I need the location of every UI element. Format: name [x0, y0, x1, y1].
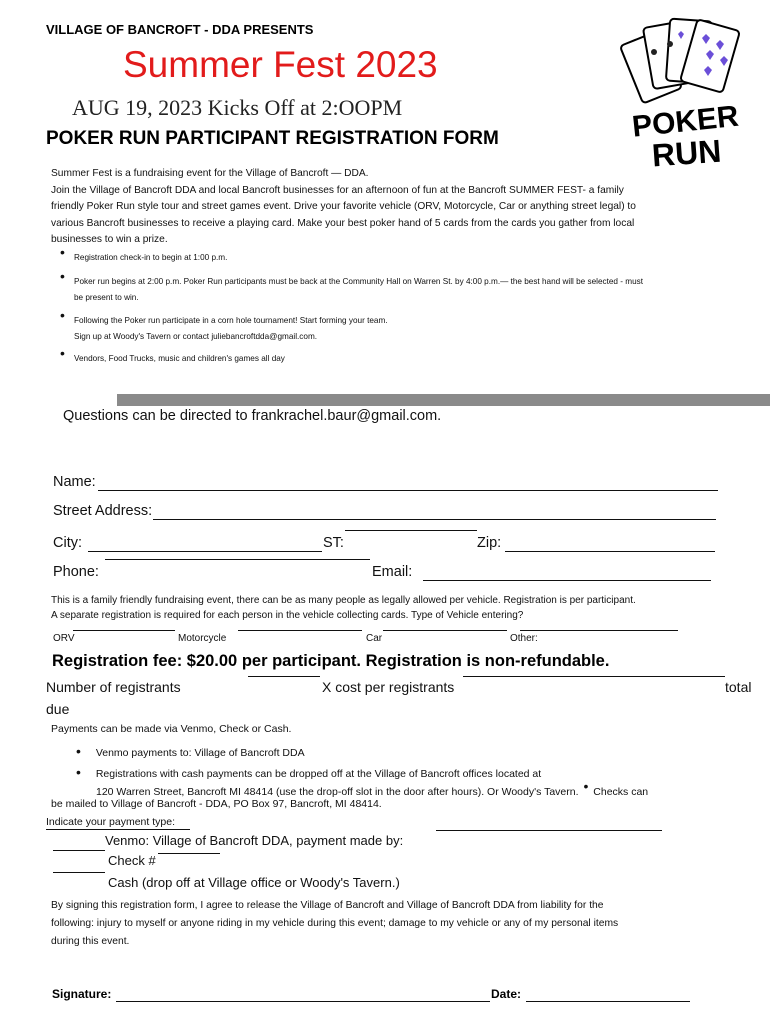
intro-line-4: various Bancroft businesses to receive a playing card. Make your best poker hand of 5 cards from the cards you gather from local: [51, 217, 635, 229]
cash-address: 120 Warren Street, Bancroft MI 48414 (use the drop-off slot in the door after hours). Or Woody's Tavern. • Checks can: [96, 778, 649, 798]
poker-run-logo: [618, 14, 748, 174]
bullet-vendors: • Vendors, Food Trucks, music and children's games all day: [60, 345, 285, 363]
bullet-dot-icon: •: [583, 778, 589, 794]
registrants-blank[interactable]: [248, 676, 320, 677]
number-registrants-label: Number of registrants: [46, 679, 181, 695]
bullet-dot-icon: •: [60, 345, 65, 361]
release-paragraph: By signing this registration form, I agree to release the Village of Bancroft and Village of Bancroft DDA from liability for the following: injury to myself or anyone riding in my vehicle during this event; damage to my vehicle or any of my personal items during this event.: [51, 900, 619, 947]
registration-fee: Registration fee: $20.00 per participant. Registration is non-refundable.: [52, 652, 610, 670]
logo-word-run: RUN: [650, 132, 723, 174]
city-label: City:: [53, 535, 82, 551]
email-label: Email:: [372, 564, 413, 580]
due-label: due: [46, 701, 70, 717]
other-blank[interactable]: [520, 630, 678, 631]
venmo-underline: [158, 853, 220, 854]
presents-line: VILLAGE OF BANCROFT - DDA PRESENTS: [46, 22, 314, 37]
motorcycle-blank[interactable]: [238, 630, 362, 631]
car-blank[interactable]: [383, 630, 507, 631]
divider-bar: [117, 394, 770, 406]
intro-line-1: Summer Fest is a fundraising event for the Village of Bancroft — DDA.: [51, 168, 369, 179]
zip-label: Zip:: [477, 535, 502, 551]
street-field-extra[interactable]: [345, 530, 477, 531]
vehicle-paragraph: This is a family friendly fundraising event, there can be as many people as legally allowed per vehicle. Registration is per participant. A separate registration is required for each person in the vehicle collecting cards. Type of Vehicle entering?: [51, 595, 636, 621]
bullet-checkin: • Registration check-in to begin at 1:00 p.m.: [60, 244, 228, 262]
street-field[interactable]: [153, 519, 716, 520]
signature-label: Signature:: [52, 987, 112, 1001]
signature-field[interactable]: [116, 1001, 490, 1002]
bullet-corn-hole: • Following the Poker run participate in a corn hole tournament! Start forming your team. Sign up at Woody's Tavern or contact juliebancroftdda@gmail.com.: [60, 307, 388, 341]
indicate-underline: [46, 829, 190, 830]
name-label: Name:: [53, 474, 96, 490]
form-title: POKER RUN PARTICIPANT REGISTRATION FORM: [46, 128, 499, 149]
date-label: Date:: [491, 987, 522, 1001]
venmo-bullet: • Venmo payments to: Village of Bancroft DDA: [76, 743, 305, 759]
car-option: Car: [366, 633, 383, 644]
other-option: Other:: [510, 633, 538, 644]
total-label: total: [725, 679, 752, 695]
cost-per-registrant-label: X cost per registrants: [322, 679, 455, 695]
bullet-poker-run: • Poker run begins at 2:00 p.m. Poker Run participants must be back at the Community Hall on Warren St. by 4:00 p.m.— the best hand will be selected - must be present to win.: [60, 268, 643, 302]
cash-option: Cash (drop off at Village office or Woody's Tavern.): [108, 875, 400, 890]
bullet-dot-icon: •: [60, 307, 65, 323]
check-blank[interactable]: [53, 872, 105, 873]
venmo-check-blank[interactable]: [53, 850, 105, 851]
logo-word-poker: POKER: [630, 99, 741, 144]
mailed-line: be mailed to Village of Bancroft - DDA, PO Box 97, Bancroft, MI 48414.: [51, 798, 382, 810]
city-field[interactable]: [88, 551, 322, 552]
orv-option: ORV: [53, 633, 75, 644]
motorcycle-option: Motorcycle: [178, 633, 227, 644]
email-field[interactable]: [423, 580, 711, 581]
event-title: Summer Fest 2023: [123, 44, 438, 85]
phone-label: Phone:: [53, 564, 99, 580]
venmo-payer-field[interactable]: [436, 830, 662, 831]
total-blank[interactable]: [463, 676, 725, 677]
street-label: Street Address:: [53, 503, 153, 519]
bullet-dot-icon: •: [76, 764, 81, 780]
kicks-off-line: AUG 19, 2023 Kicks Off at 2:OOPM: [72, 95, 403, 120]
bullet-dot-icon: •: [76, 743, 81, 759]
cash-bullet: • Registrations with cash payments can be dropped off at the Village of Bancroft offices located at: [76, 764, 542, 780]
st-label: ST:: [323, 535, 344, 551]
intro-line-5: businesses to win a prize.: [51, 234, 168, 245]
name-field[interactable]: [98, 490, 718, 491]
payment-intro: Payments can be made via Venmo, Check or Cash.: [51, 723, 292, 735]
intro-line-3: friendly Poker Run style tour and street games event. Drive your favorite vehicle (ORV, Motorcycle, Car or anything street legal) to: [51, 201, 636, 212]
bullet-dot-icon: •: [60, 268, 65, 284]
questions-contact: Questions can be directed to frankrachel.baur@gmail.com.: [63, 408, 442, 424]
bullet-dot-icon: •: [60, 244, 65, 260]
venmo-option: Venmo: Village of Bancroft DDA, payment made by:: [105, 833, 404, 848]
check-option: Check #: [108, 853, 156, 868]
indicate-payment-label: Indicate your payment type:: [46, 816, 175, 828]
orv-blank[interactable]: [73, 630, 175, 631]
date-field[interactable]: [526, 1001, 690, 1002]
intro-paragraph: [51, 166, 731, 249]
zip-field[interactable]: [505, 551, 715, 552]
st-field[interactable]: [105, 559, 370, 560]
intro-line-2: Join the Village of Bancroft DDA and local Bancroft businesses for an afternoon of fun at the Bancroft SUMMER FEST- a family: [51, 184, 624, 196]
